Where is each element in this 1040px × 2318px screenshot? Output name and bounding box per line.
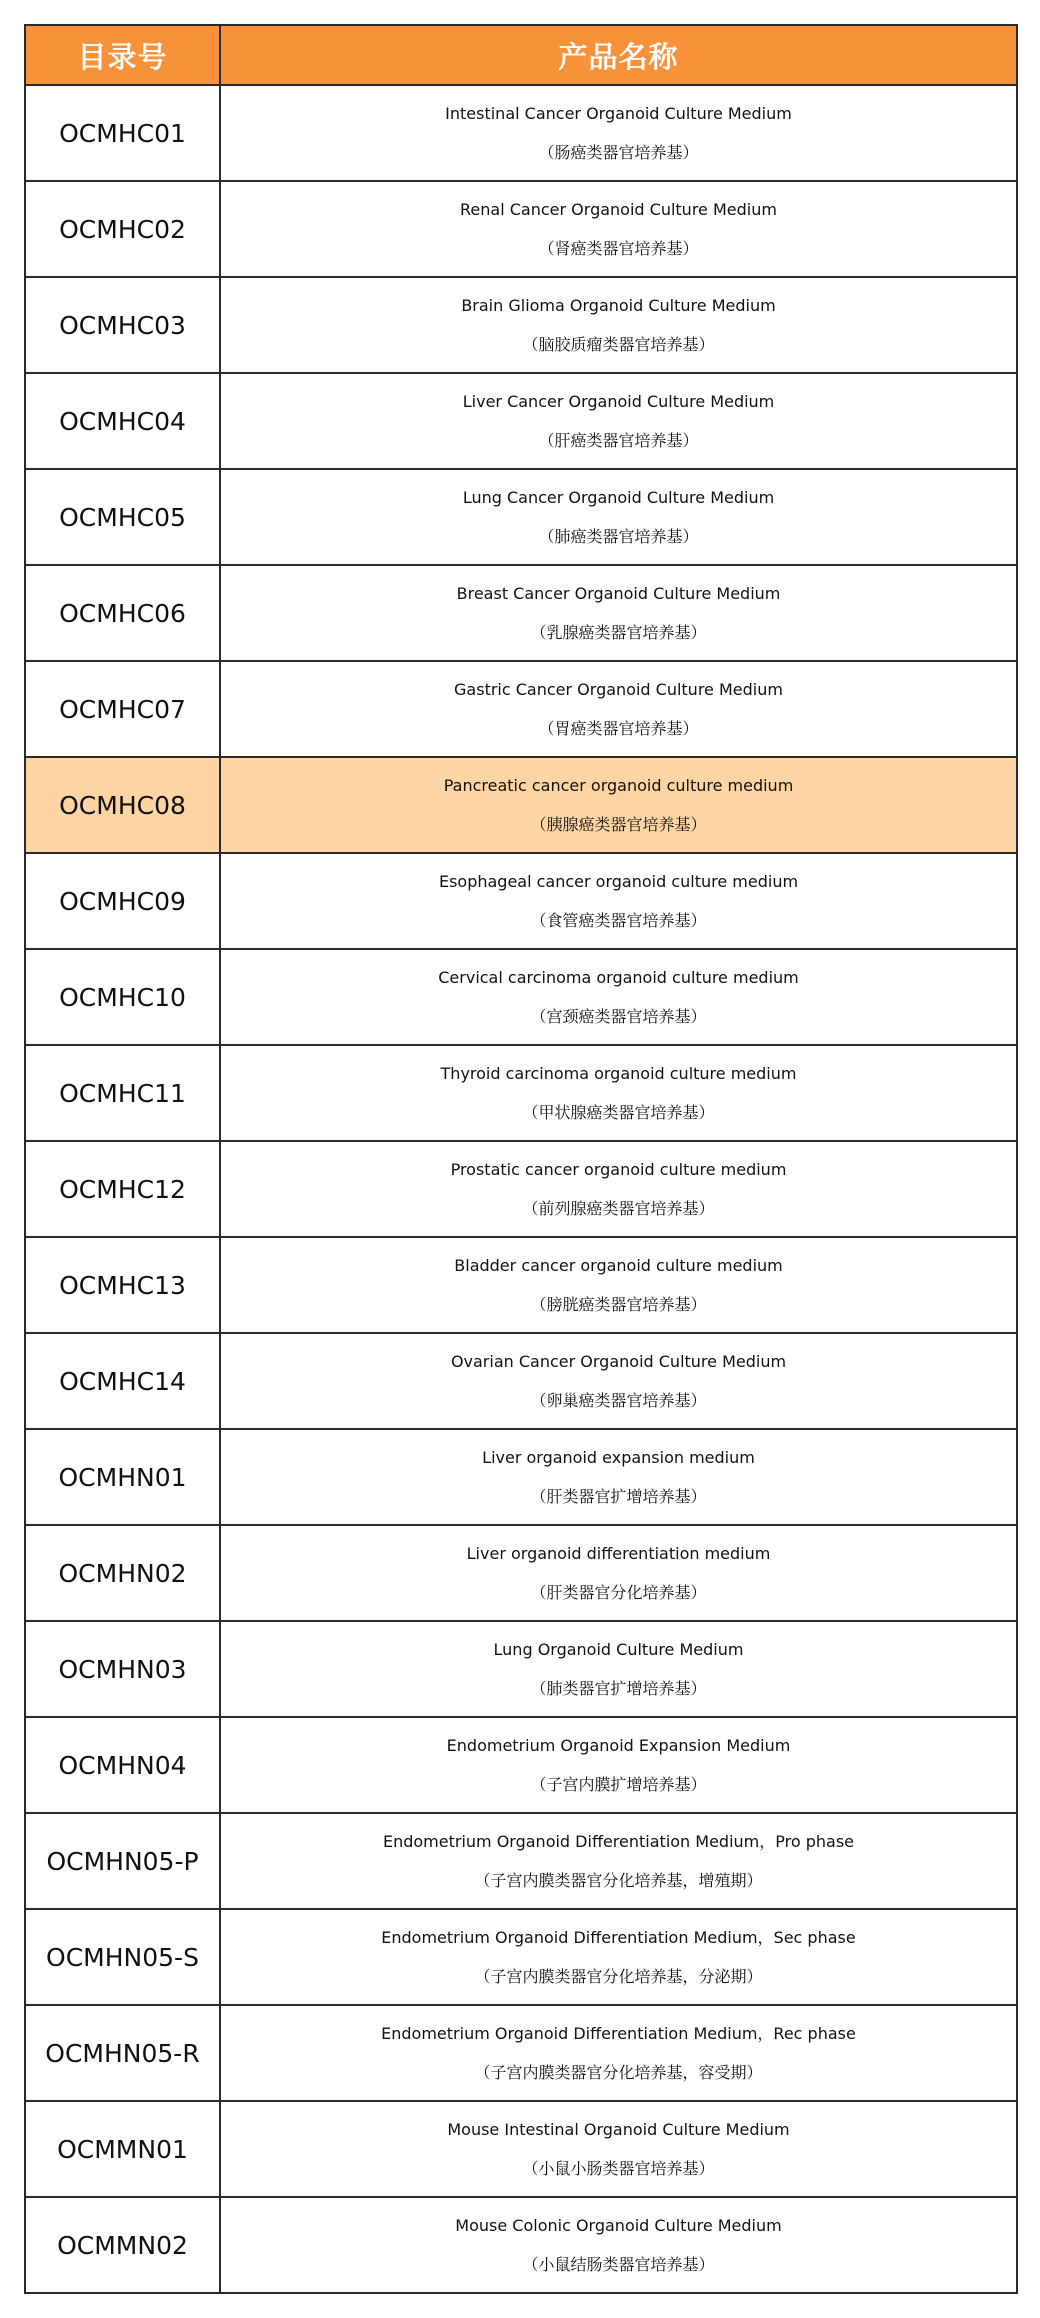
catalog-number-cell: OCMHC04 — [25, 373, 220, 469]
catalog-number-cell: OCMHC01 — [25, 85, 220, 181]
product-name-cn: （甲状腺癌类器官培养基） — [522, 1103, 715, 1122]
product-name-en: Liver organoid expansion medium — [482, 1448, 755, 1467]
product-name-cn: （小鼠小肠类器官培养基） — [522, 2159, 715, 2178]
product-name-cell — [220, 277, 1017, 373]
product-name-cell — [220, 2197, 1017, 2293]
table-row — [25, 661, 1017, 757]
product-name-cn: （食管癌类器官培养基） — [530, 911, 707, 930]
catalog-number-cell: OCMHC08 — [25, 757, 220, 853]
product-name-cell — [220, 1333, 1017, 1429]
product-name-cell — [220, 181, 1017, 277]
product-name-cell — [220, 1237, 1017, 1333]
header-product-name: 产品名称 — [220, 25, 1017, 85]
product-name-en: Cervical carcinoma organoid culture medium — [438, 968, 799, 987]
product-name-cell — [220, 1141, 1017, 1237]
catalog-number-cell: OCMHC09 — [25, 853, 220, 949]
header-row — [25, 25, 1017, 85]
product-name-en: Intestinal Cancer Organoid Culture Medium — [445, 104, 792, 123]
table-row — [25, 85, 1017, 181]
product-name-en: Bladder cancer organoid culture medium — [454, 1256, 783, 1275]
product-catalog-table — [24, 24, 1018, 2294]
table-row — [25, 2005, 1017, 2101]
catalog-number-cell: OCMHC02 — [25, 181, 220, 277]
product-name-en: Mouse Colonic Organoid Culture Medium — [455, 2216, 782, 2235]
table-row — [25, 1429, 1017, 1525]
product-name-en: Liver Cancer Organoid Culture Medium — [462, 392, 775, 411]
table-row — [25, 1045, 1017, 1141]
catalog-number-cell: OCMHC14 — [25, 1333, 220, 1429]
product-name-cn: （子宫内膜类器官分化培养基，分泌期） — [474, 1967, 763, 1986]
catalog-number-cell: OCMHC06 — [25, 565, 220, 661]
header-catalog-number: 目录号 — [25, 25, 220, 85]
product-name-en: Esophageal cancer organoid culture medium — [438, 872, 799, 891]
product-name-cn: （乳腺癌类器官培养基） — [530, 623, 707, 642]
product-name-en: Pancreatic cancer organoid culture medium — [443, 776, 794, 795]
table-row — [25, 1525, 1017, 1621]
table-row — [25, 1717, 1017, 1813]
product-name-cn: （肝癌类器官培养基） — [538, 431, 699, 450]
product-name-en: Liver organoid differentiation medium — [466, 1544, 771, 1563]
product-name-cn: （胃癌类器官培养基） — [538, 719, 699, 738]
product-name-cn: （子宫内膜类器官分化培养基，容受期） — [474, 2063, 763, 2082]
table-row — [25, 2197, 1017, 2293]
table-row — [25, 469, 1017, 565]
product-name-cn: （肺癌类器官培养基） — [538, 527, 699, 546]
product-name-cell — [220, 1045, 1017, 1141]
catalog-number-cell: OCMHN01 — [25, 1429, 220, 1525]
product-name-en: Lung Organoid Culture Medium — [493, 1640, 744, 1659]
catalog-number-cell: OCMHN05-R — [25, 2005, 220, 2101]
catalog-number-cell: OCMHC05 — [25, 469, 220, 565]
product-name-cell — [220, 85, 1017, 181]
product-name-en: Endometrium Organoid Expansion Medium — [446, 1736, 791, 1755]
table-row — [25, 373, 1017, 469]
product-name-cn: （子宫内膜扩增培养基） — [530, 1775, 707, 1794]
table-row — [25, 853, 1017, 949]
table-row — [25, 949, 1017, 1045]
product-name-en: Prostatic cancer organoid culture medium — [450, 1160, 787, 1179]
product-name-en: Renal Cancer Organoid Culture Medium — [460, 200, 777, 219]
catalog-number-cell: OCMHN04 — [25, 1717, 220, 1813]
product-name-cn: （前列腺癌类器官培养基） — [522, 1199, 715, 1218]
product-name-cell — [220, 469, 1017, 565]
catalog-number-cell: OCMHC10 — [25, 949, 220, 1045]
product-name-cell — [220, 1621, 1017, 1717]
catalog-number-cell: OCMHN05-P — [25, 1813, 220, 1909]
product-name-cn: （子宫内膜类器官分化培养基，增殖期） — [474, 1871, 763, 1890]
table-row-highlighted — [25, 757, 1017, 853]
catalog-number-cell: OCMMN02 — [25, 2197, 220, 2293]
product-name-cn: （胰腺癌类器官培养基） — [530, 815, 707, 834]
table-row — [25, 1909, 1017, 2005]
product-name-cell — [220, 1909, 1017, 2005]
catalog-number-cell: OCMHC13 — [25, 1237, 220, 1333]
product-name-en: Breast Cancer Organoid Culture Medium — [456, 584, 781, 603]
table-row — [25, 277, 1017, 373]
product-name-cell — [220, 661, 1017, 757]
product-name-cn: （脑胶质瘤类器官培养基） — [522, 335, 715, 354]
product-name-cell — [220, 373, 1017, 469]
product-name-cell — [220, 949, 1017, 1045]
table-row — [25, 1333, 1017, 1429]
table-header — [25, 25, 1017, 85]
product-name-en: Ovarian Cancer Organoid Culture Medium — [450, 1352, 787, 1371]
product-name-en: Lung Cancer Organoid Culture Medium — [462, 488, 775, 507]
product-name-cn: （宫颈癌类器官培养基） — [530, 1007, 707, 1026]
product-name-cell — [220, 853, 1017, 949]
table-row — [25, 1237, 1017, 1333]
catalog-number-cell: OCMMN01 — [25, 2101, 220, 2197]
table-row — [25, 1813, 1017, 1909]
product-name-en: Brain Glioma Organoid Culture Medium — [461, 296, 776, 315]
product-name-en: Thyroid carcinoma organoid culture medium — [440, 1064, 797, 1083]
product-name-cn: （肾癌类器官培养基） — [538, 239, 699, 258]
product-name-cn: （卵巢癌类器官培养基） — [530, 1391, 707, 1410]
catalog-number-cell: OCMHC07 — [25, 661, 220, 757]
product-name-cn: （肝类器官分化培养基） — [530, 1583, 707, 1602]
product-name-cell — [220, 1525, 1017, 1621]
catalog-number-cell: OCMHC11 — [25, 1045, 220, 1141]
table-row — [25, 565, 1017, 661]
catalog-number-cell: OCMHC03 — [25, 277, 220, 373]
product-name-cell — [220, 2101, 1017, 2197]
table-row — [25, 1621, 1017, 1717]
product-name-cn: （膀胱癌类器官培养基） — [530, 1295, 707, 1314]
table-row — [25, 1141, 1017, 1237]
product-name-en: Mouse Intestinal Organoid Culture Medium — [447, 2120, 790, 2139]
product-name-en: Endometrium Organoid Differentiation Medium，Pro phase — [382, 1832, 855, 1851]
product-name-cell — [220, 565, 1017, 661]
catalog-number-cell: OCMHN05-S — [25, 1909, 220, 2005]
product-name-cn: （小鼠结肠类器官培养基） — [522, 2255, 715, 2274]
table-row — [25, 181, 1017, 277]
product-name-cell — [220, 2005, 1017, 2101]
table-body — [25, 85, 1017, 2293]
product-name-cell — [220, 1429, 1017, 1525]
product-name-cn: （肝类器官扩增培养基） — [530, 1487, 707, 1506]
product-name-cell — [220, 1813, 1017, 1909]
catalog-number-cell: OCMHC12 — [25, 1141, 220, 1237]
product-name-en: Gastric Cancer Organoid Culture Medium — [454, 680, 783, 699]
product-name-cn: （肺类器官扩增培养基） — [530, 1679, 707, 1698]
catalog-number-cell: OCMHN03 — [25, 1621, 220, 1717]
product-name-en: Endometrium Organoid Differentiation Medium，Rec phase — [381, 2024, 856, 2043]
catalog-number-cell: OCMHN02 — [25, 1525, 220, 1621]
product-name-cell — [220, 757, 1017, 853]
table-row — [25, 2101, 1017, 2197]
product-name-cn: （肠癌类器官培养基） — [538, 143, 699, 162]
product-name-en: Endometrium Organoid Differentiation Medium，Sec phase — [381, 1928, 856, 1947]
product-name-cell — [220, 1717, 1017, 1813]
